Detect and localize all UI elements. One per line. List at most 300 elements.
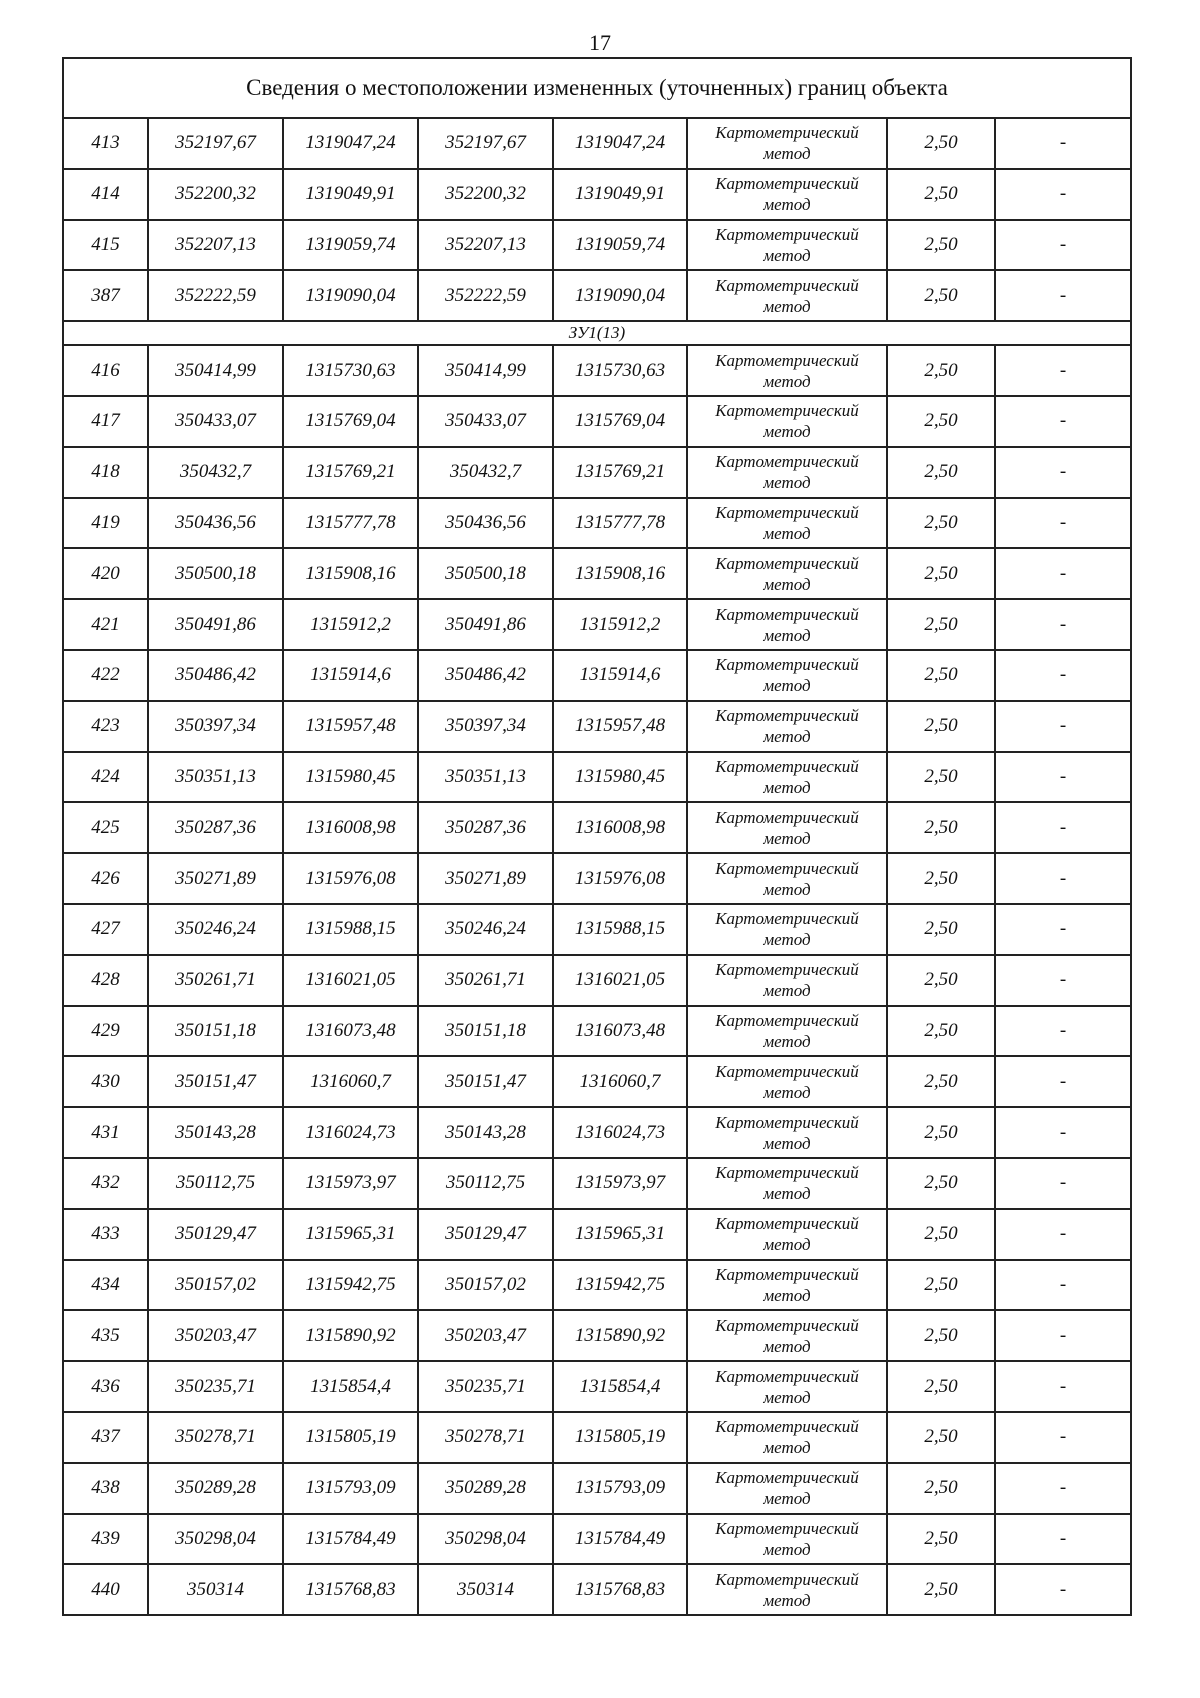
- accuracy-cell: 2,50: [887, 1514, 995, 1565]
- new-y-cell: 1315784,49: [553, 1514, 687, 1565]
- boundary-coordinates-table: [62, 57, 1132, 1616]
- description-cell: -: [995, 118, 1131, 169]
- method-line-1: Картометрический: [715, 553, 859, 573]
- description-cell: -: [995, 1310, 1131, 1361]
- point-number-cell: 423: [63, 701, 148, 752]
- description-cell: -: [995, 1056, 1131, 1107]
- method-line-2: метод: [763, 422, 811, 442]
- accuracy-cell: 2,50: [887, 1056, 995, 1107]
- table-row: [63, 752, 1131, 803]
- accuracy-cell: 2,50: [887, 1564, 995, 1615]
- point-number-cell: 440: [63, 1564, 148, 1615]
- new-y-cell: 1319059,74: [553, 220, 687, 271]
- method-cell: [687, 1514, 887, 1565]
- method-line-2: метод: [763, 1031, 811, 1051]
- method-cell: [687, 548, 887, 599]
- method-cell: [687, 270, 887, 321]
- existing-y-cell: 1315942,75: [283, 1260, 418, 1311]
- method-line-1: Картометрический: [715, 350, 859, 370]
- accuracy-cell: 2,50: [887, 169, 995, 220]
- table-row: [63, 1412, 1131, 1463]
- new-y-cell: 1315914,6: [553, 650, 687, 701]
- point-number-cell: 430: [63, 1056, 148, 1107]
- description-cell: -: [995, 1107, 1131, 1158]
- method-line-1: Картометрический: [715, 1366, 859, 1386]
- accuracy-cell: 2,50: [887, 270, 995, 321]
- table-row: [63, 1006, 1131, 1057]
- accuracy-cell: 2,50: [887, 1463, 995, 1514]
- point-number-cell: 432: [63, 1158, 148, 1209]
- new-x-cell: 350287,36: [418, 802, 553, 853]
- method-cell: [687, 1107, 887, 1158]
- point-number-cell: 426: [63, 853, 148, 904]
- method-line-1: Картометрический: [715, 756, 859, 776]
- new-x-cell: 352200,32: [418, 169, 553, 220]
- point-number-cell: 433: [63, 1209, 148, 1260]
- existing-y-cell: 1315890,92: [283, 1310, 418, 1361]
- existing-x-cell: 350491,86: [148, 599, 283, 650]
- new-y-cell: 1315854,4: [553, 1361, 687, 1412]
- description-cell: -: [995, 802, 1131, 853]
- new-x-cell: 350433,07: [418, 396, 553, 447]
- existing-y-cell: 1319047,24: [283, 118, 418, 169]
- method-cell: [687, 1209, 887, 1260]
- description-cell: -: [995, 904, 1131, 955]
- new-x-cell: 350397,34: [418, 701, 553, 752]
- method-line-1: Картометрический: [715, 858, 859, 878]
- method-line-1: Картометрический: [715, 1518, 859, 1538]
- existing-x-cell: 352207,13: [148, 220, 283, 271]
- existing-y-cell: 1316024,73: [283, 1107, 418, 1158]
- description-cell: -: [995, 1209, 1131, 1260]
- table-row: [63, 802, 1131, 853]
- accuracy-cell: 2,50: [887, 1006, 995, 1057]
- new-x-cell: 352222,59: [418, 270, 553, 321]
- accuracy-cell: 2,50: [887, 1158, 995, 1209]
- method-cell: [687, 802, 887, 853]
- new-y-cell: 1315976,08: [553, 853, 687, 904]
- table-row: [63, 1514, 1131, 1565]
- existing-x-cell: 350203,47: [148, 1310, 283, 1361]
- existing-y-cell: 1315976,08: [283, 853, 418, 904]
- description-cell: -: [995, 396, 1131, 447]
- table-row: [63, 1209, 1131, 1260]
- table-row: [63, 701, 1131, 752]
- accuracy-cell: 2,50: [887, 752, 995, 803]
- description-cell: -: [995, 650, 1131, 701]
- method-cell: [687, 118, 887, 169]
- accuracy-cell: 2,50: [887, 345, 995, 396]
- method-line-1: Картометрический: [715, 706, 859, 726]
- method-cell: [687, 396, 887, 447]
- description-cell: -: [995, 270, 1131, 321]
- method-cell: [687, 1056, 887, 1107]
- existing-x-cell: 350271,89: [148, 853, 283, 904]
- table-row: [63, 599, 1131, 650]
- method-line-2: метод: [763, 1438, 811, 1458]
- table-row: [63, 650, 1131, 701]
- existing-y-cell: 1315730,63: [283, 345, 418, 396]
- existing-y-cell: 1315908,16: [283, 548, 418, 599]
- method-line-2: метод: [763, 1387, 811, 1407]
- method-line-2: метод: [763, 930, 811, 950]
- description-cell: -: [995, 1564, 1131, 1615]
- existing-y-cell: 1315914,6: [283, 650, 418, 701]
- existing-x-cell: 350278,71: [148, 1412, 283, 1463]
- method-cell: [687, 1310, 887, 1361]
- new-y-cell: 1315908,16: [553, 548, 687, 599]
- new-y-cell: 1315957,48: [553, 701, 687, 752]
- point-number-cell: 424: [63, 752, 148, 803]
- new-x-cell: 350314: [418, 1564, 553, 1615]
- table-row: [63, 220, 1131, 271]
- new-y-cell: 1316021,05: [553, 955, 687, 1006]
- table-row: [63, 345, 1131, 396]
- existing-y-cell: 1315854,4: [283, 1361, 418, 1412]
- new-x-cell: 350246,24: [418, 904, 553, 955]
- accuracy-cell: 2,50: [887, 1310, 995, 1361]
- method-line-2: метод: [763, 1235, 811, 1255]
- method-line-2: метод: [763, 473, 811, 493]
- accuracy-cell: 2,50: [887, 220, 995, 271]
- method-line-2: метод: [763, 1285, 811, 1305]
- existing-x-cell: 350433,07: [148, 396, 283, 447]
- new-y-cell: 1316060,7: [553, 1056, 687, 1107]
- method-line-1: Картометрический: [715, 275, 859, 295]
- method-cell: [687, 650, 887, 701]
- method-line-1: Картометрический: [715, 1569, 859, 1589]
- description-cell: -: [995, 220, 1131, 271]
- new-y-cell: 1315805,19: [553, 1412, 687, 1463]
- description-cell: -: [995, 1463, 1131, 1514]
- description-cell: -: [995, 1158, 1131, 1209]
- existing-x-cell: 350246,24: [148, 904, 283, 955]
- existing-x-cell: 350112,75: [148, 1158, 283, 1209]
- description-cell: -: [995, 701, 1131, 752]
- existing-y-cell: 1315973,97: [283, 1158, 418, 1209]
- new-y-cell: 1315988,15: [553, 904, 687, 955]
- new-x-cell: 350129,47: [418, 1209, 553, 1260]
- existing-x-cell: 350432,7: [148, 447, 283, 498]
- existing-x-cell: 350298,04: [148, 1514, 283, 1565]
- new-y-cell: 1316008,98: [553, 802, 687, 853]
- method-line-1: Картометрический: [715, 1010, 859, 1030]
- method-line-2: метод: [763, 296, 811, 316]
- existing-y-cell: 1315980,45: [283, 752, 418, 803]
- point-number-cell: 420: [63, 548, 148, 599]
- table-row: [63, 1564, 1131, 1615]
- description-cell: -: [995, 1514, 1131, 1565]
- table-row: [63, 1056, 1131, 1107]
- existing-y-cell: 1315768,83: [283, 1564, 418, 1615]
- point-number-cell: 417: [63, 396, 148, 447]
- accuracy-cell: 2,50: [887, 447, 995, 498]
- existing-x-cell: 350500,18: [148, 548, 283, 599]
- description-cell: -: [995, 169, 1131, 220]
- method-cell: [687, 345, 887, 396]
- page-number: 17: [589, 30, 611, 55]
- table-body: [63, 58, 1131, 1615]
- table-row: [63, 1107, 1131, 1158]
- new-y-cell: 1315769,04: [553, 396, 687, 447]
- point-number-cell: 413: [63, 118, 148, 169]
- new-x-cell: 350143,28: [418, 1107, 553, 1158]
- new-y-cell: 1319049,91: [553, 169, 687, 220]
- new-y-cell: 1319090,04: [553, 270, 687, 321]
- description-cell: -: [995, 447, 1131, 498]
- new-y-cell: 1315912,2: [553, 599, 687, 650]
- new-x-cell: 350414,99: [418, 345, 553, 396]
- existing-x-cell: 350351,13: [148, 752, 283, 803]
- existing-x-cell: 350436,56: [148, 498, 283, 549]
- accuracy-cell: 2,50: [887, 1260, 995, 1311]
- new-x-cell: 352197,67: [418, 118, 553, 169]
- existing-y-cell: 1315957,48: [283, 701, 418, 752]
- method-line-2: метод: [763, 879, 811, 899]
- existing-y-cell: 1315793,09: [283, 1463, 418, 1514]
- new-x-cell: 350151,47: [418, 1056, 553, 1107]
- method-line-1: Картометрический: [715, 807, 859, 827]
- new-x-cell: 350235,71: [418, 1361, 553, 1412]
- method-line-2: метод: [763, 1336, 811, 1356]
- method-line-1: Картометрический: [715, 1214, 859, 1234]
- existing-x-cell: 350157,02: [148, 1260, 283, 1311]
- table-row: [63, 447, 1131, 498]
- new-y-cell: 1315769,21: [553, 447, 687, 498]
- existing-x-cell: 350289,28: [148, 1463, 283, 1514]
- method-line-2: метод: [763, 676, 811, 696]
- point-number-cell: 421: [63, 599, 148, 650]
- existing-y-cell: 1316021,05: [283, 955, 418, 1006]
- accuracy-cell: 2,50: [887, 498, 995, 549]
- point-number-cell: 435: [63, 1310, 148, 1361]
- new-x-cell: 352207,13: [418, 220, 553, 271]
- method-line-1: Картометрический: [715, 960, 859, 980]
- new-x-cell: 350500,18: [418, 548, 553, 599]
- method-cell: [687, 853, 887, 904]
- new-y-cell: 1315965,31: [553, 1209, 687, 1260]
- existing-y-cell: 1315965,31: [283, 1209, 418, 1260]
- accuracy-cell: 2,50: [887, 599, 995, 650]
- point-number-cell: 425: [63, 802, 148, 853]
- method-cell: [687, 1006, 887, 1057]
- method-line-2: метод: [763, 1082, 811, 1102]
- method-line-2: метод: [763, 625, 811, 645]
- new-y-cell: 1315768,83: [553, 1564, 687, 1615]
- method-cell: [687, 447, 887, 498]
- method-cell: [687, 1158, 887, 1209]
- new-y-cell: 1315730,63: [553, 345, 687, 396]
- method-line-1: Картометрический: [715, 1112, 859, 1132]
- point-number-cell: 414: [63, 169, 148, 220]
- method-line-1: Картометрический: [715, 1163, 859, 1183]
- method-cell: [687, 1463, 887, 1514]
- method-line-1: Картометрический: [715, 174, 859, 194]
- method-line-2: метод: [763, 523, 811, 543]
- method-line-1: Картометрический: [715, 1264, 859, 1284]
- method-line-1: Картометрический: [715, 224, 859, 244]
- method-cell: [687, 955, 887, 1006]
- existing-y-cell: 1315912,2: [283, 599, 418, 650]
- table-row: [63, 1260, 1131, 1311]
- method-line-2: метод: [763, 1590, 811, 1610]
- table-row: [63, 1310, 1131, 1361]
- new-x-cell: 350298,04: [418, 1514, 553, 1565]
- table-row: [63, 270, 1131, 321]
- point-number-cell: 439: [63, 1514, 148, 1565]
- new-x-cell: 350289,28: [418, 1463, 553, 1514]
- new-x-cell: 350112,75: [418, 1158, 553, 1209]
- description-cell: -: [995, 853, 1131, 904]
- new-y-cell: 1315973,97: [553, 1158, 687, 1209]
- new-x-cell: 350271,89: [418, 853, 553, 904]
- table-row: [63, 955, 1131, 1006]
- new-y-cell: 1315777,78: [553, 498, 687, 549]
- point-number-cell: 438: [63, 1463, 148, 1514]
- accuracy-cell: 2,50: [887, 802, 995, 853]
- point-number-cell: 418: [63, 447, 148, 498]
- new-y-cell: 1315890,92: [553, 1310, 687, 1361]
- table-row: [63, 904, 1131, 955]
- new-x-cell: 350261,71: [418, 955, 553, 1006]
- section-row: [63, 321, 1131, 345]
- method-cell: [687, 1564, 887, 1615]
- new-x-cell: 350151,18: [418, 1006, 553, 1057]
- method-line-2: метод: [763, 1539, 811, 1559]
- existing-y-cell: 1315769,04: [283, 396, 418, 447]
- existing-x-cell: 350143,28: [148, 1107, 283, 1158]
- existing-y-cell: 1319049,91: [283, 169, 418, 220]
- table-row: [63, 1361, 1131, 1412]
- new-y-cell: 1316024,73: [553, 1107, 687, 1158]
- table-row: [63, 548, 1131, 599]
- method-line-1: Картометрический: [715, 655, 859, 675]
- description-cell: -: [995, 548, 1131, 599]
- point-number-cell: 431: [63, 1107, 148, 1158]
- method-line-1: Картометрический: [715, 502, 859, 522]
- method-line-1: Картометрический: [715, 1468, 859, 1488]
- accuracy-cell: 2,50: [887, 1107, 995, 1158]
- new-y-cell: 1315793,09: [553, 1463, 687, 1514]
- method-line-1: Картометрический: [715, 452, 859, 472]
- point-number-cell: 434: [63, 1260, 148, 1311]
- method-cell: [687, 701, 887, 752]
- new-x-cell: 350157,02: [418, 1260, 553, 1311]
- description-cell: -: [995, 1412, 1131, 1463]
- table-row: [63, 1463, 1131, 1514]
- existing-y-cell: 1315805,19: [283, 1412, 418, 1463]
- method-line-2: метод: [763, 828, 811, 848]
- method-line-2: метод: [763, 727, 811, 747]
- accuracy-cell: 2,50: [887, 955, 995, 1006]
- existing-y-cell: 1316008,98: [283, 802, 418, 853]
- point-number-cell: 387: [63, 270, 148, 321]
- existing-y-cell: 1315777,78: [283, 498, 418, 549]
- method-line-2: метод: [763, 574, 811, 594]
- method-cell: [687, 752, 887, 803]
- new-y-cell: 1319047,24: [553, 118, 687, 169]
- description-cell: -: [995, 345, 1131, 396]
- existing-x-cell: 350414,99: [148, 345, 283, 396]
- existing-y-cell: 1315988,15: [283, 904, 418, 955]
- description-cell: -: [995, 752, 1131, 803]
- point-number-cell: 427: [63, 904, 148, 955]
- method-line-2: метод: [763, 1489, 811, 1509]
- point-number-cell: 422: [63, 650, 148, 701]
- description-cell: -: [995, 1006, 1131, 1057]
- method-line-1: Картометрический: [715, 1061, 859, 1081]
- existing-x-cell: 350314: [148, 1564, 283, 1615]
- table-row: [63, 169, 1131, 220]
- new-x-cell: 350203,47: [418, 1310, 553, 1361]
- table-row: [63, 853, 1131, 904]
- existing-x-cell: 350261,71: [148, 955, 283, 1006]
- existing-x-cell: 350129,47: [148, 1209, 283, 1260]
- point-number-cell: 436: [63, 1361, 148, 1412]
- point-number-cell: 428: [63, 955, 148, 1006]
- method-cell: [687, 220, 887, 271]
- section-label: ЗУ1(13): [63, 321, 1131, 345]
- method-line-2: метод: [763, 1133, 811, 1153]
- method-cell: [687, 1412, 887, 1463]
- method-line-1: Картометрический: [715, 604, 859, 624]
- method-line-2: метод: [763, 144, 811, 164]
- new-x-cell: 350491,86: [418, 599, 553, 650]
- existing-y-cell: 1315784,49: [283, 1514, 418, 1565]
- new-x-cell: 350436,56: [418, 498, 553, 549]
- method-line-1: Картометрический: [715, 401, 859, 421]
- accuracy-cell: 2,50: [887, 1412, 995, 1463]
- accuracy-cell: 2,50: [887, 118, 995, 169]
- accuracy-cell: 2,50: [887, 1361, 995, 1412]
- existing-x-cell: 350486,42: [148, 650, 283, 701]
- method-line-2: метод: [763, 371, 811, 391]
- description-cell: -: [995, 955, 1131, 1006]
- new-y-cell: 1315942,75: [553, 1260, 687, 1311]
- new-y-cell: 1316073,48: [553, 1006, 687, 1057]
- new-x-cell: 350486,42: [418, 650, 553, 701]
- point-number-cell: 416: [63, 345, 148, 396]
- description-cell: -: [995, 498, 1131, 549]
- method-cell: [687, 1361, 887, 1412]
- new-x-cell: 350278,71: [418, 1412, 553, 1463]
- accuracy-cell: 2,50: [887, 650, 995, 701]
- existing-x-cell: 352197,67: [148, 118, 283, 169]
- existing-x-cell: 350235,71: [148, 1361, 283, 1412]
- method-line-1: Картометрический: [715, 1315, 859, 1335]
- existing-y-cell: 1315769,21: [283, 447, 418, 498]
- accuracy-cell: 2,50: [887, 1209, 995, 1260]
- existing-x-cell: 350287,36: [148, 802, 283, 853]
- method-cell: [687, 169, 887, 220]
- method-cell: [687, 1260, 887, 1311]
- method-line-2: метод: [763, 981, 811, 1001]
- table-title-row: [63, 58, 1131, 118]
- existing-x-cell: 352222,59: [148, 270, 283, 321]
- existing-x-cell: 350151,47: [148, 1056, 283, 1107]
- description-cell: -: [995, 599, 1131, 650]
- existing-y-cell: 1319090,04: [283, 270, 418, 321]
- existing-y-cell: 1316073,48: [283, 1006, 418, 1057]
- table-title: Сведения о местоположении измененных (уточненных) границ объекта: [63, 58, 1131, 118]
- accuracy-cell: 2,50: [887, 396, 995, 447]
- method-cell: [687, 599, 887, 650]
- table-row: [63, 1158, 1131, 1209]
- existing-x-cell: 350397,34: [148, 701, 283, 752]
- accuracy-cell: 2,50: [887, 853, 995, 904]
- method-cell: [687, 904, 887, 955]
- point-number-cell: 437: [63, 1412, 148, 1463]
